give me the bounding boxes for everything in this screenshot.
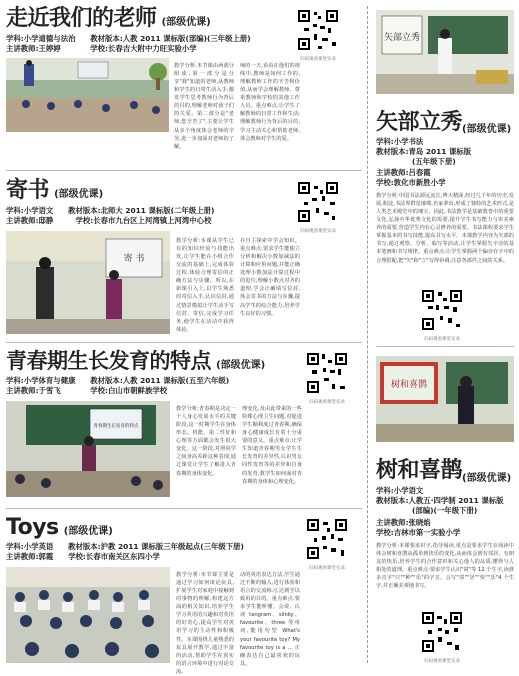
article-4-meta-1: 学科:小学英语 教材版本:沪教 2011 课标版三年级起点(三年级下册) [6,542,244,551]
article-3-text-col-2: 理变化,及由此带来的一些特殊心理卫生问题,对促进学生顺利度过青春期,确保身心健康成长有着十分重要的意义。重点难点:让学生知道青春期男女学生生长发育的差异性,认识男女同性发育等的差异和自身的发育,教学生如何面对青春期的身体和心理变化。 [242,406,302,485]
qr-code-icon [296,8,340,52]
article-4-text-col-1: 教学分析:本节课主要是通过学习如何谈论玩具,扩展学生对家庭中接触到的事物的理解,构建这方面的相关知识,培养学生学习英语的兴趣和对英语的好奇心,提高学生对英语学习的主动性和积极性。本课围绕儿童熟悉的玩具展开教学,通过丰富的活动,帮助学生在真实的语言环境中进行对话交流。 [176,572,234,675]
article-2-meta-2: 主讲教师:邸静 学校:长春市九台区上河湾镇上河湾中心校 [6,216,212,225]
article-3-tag: (部级优课) [216,360,266,371]
article-5-board-text: 矢部立秀 [383,33,421,43]
article-4-qr[interactable] [305,517,349,571]
article-6-meta-1: 学科:小学语文 [376,486,424,495]
article-3-meta-1: 学科:小学体育与健康 教材版本:人教 2011 课标版(五至六年级) [6,376,230,385]
article-5-qr-caption: 扫码观看课堂实录 [424,337,460,342]
article-5-meta-4: 主讲教师:吕春霞 [376,168,431,177]
article-5-tag: (部级优课) [462,124,512,135]
article-1-header [6,8,296,30]
article-3-board-text: 青春期生长发育的特点 [93,424,139,429]
article-1-qr-caption: 扫码观看课堂实录 [300,57,336,62]
article-2-header [6,180,103,202]
column-separator [367,6,368,663]
article-2-tag: (部级优课) [54,189,104,200]
article-2-board-text: 寄 书 [123,254,145,264]
qr-code-icon [305,517,349,561]
article-6-title: 树和喜鹊 [376,458,463,483]
classroom-photo-icon [6,567,170,663]
article-4-title: Toys [6,515,59,540]
article-2-photo [6,231,170,334]
article-4-photo [6,567,170,663]
article-2-qr-caption: 扫码观看课堂实录 [300,229,336,234]
classroom-photo-icon [376,356,514,442]
qr-code-icon [420,288,464,332]
divider [6,342,362,343]
article-2-text-col-2: 在自主探索中学会知识。重点难点:要求学生能独立分析和解决小数加减法的计算和应用问题,并能正确处理小数加法计算过程中的进位,理解小数点对齐的道理,学会正确填写信封,体会寄书的方法与步骤,提高学生的综合能力,培养学生良好的习惯。 [240,238,300,317]
article-3-meta-2: 主讲教师:于雪飞 学校:白山市朝鲜族学校 [6,386,168,395]
article-6-meta-4: 主讲教师:张晓焰 [376,518,431,527]
article-3-qr[interactable] [305,351,349,405]
article-5-photo [376,10,514,94]
classroom-photo-icon [376,10,514,94]
article-6-meta-5: 学校:吉林市第一实验小学 [376,528,461,537]
article-3-qr-caption: 扫码观看课堂实录 [309,400,345,405]
article-5-qr[interactable] [420,288,464,342]
article-6-photo [376,356,514,442]
classroom-photo-icon [6,231,170,334]
article-6-meta-3: (部编)(一年级下册) [412,506,478,515]
article-5-meta-2: 教材版本:青岛 2011 课标版 [376,147,472,156]
article-2-text-col-1: 教学分析:本课从学生已有的知识经验与技能出发,让学生能在小组合作交流的基础上,完成体验过程,体验合理寄信的正确方法与步骤。所以,在新课引入上,以学生熟悉的寄信入手,认识信封,通过情景模拟让学生动手写信封、寄信,完成学习任务,使学生在活动中获得体验。 [176,238,234,333]
divider [6,508,362,509]
article-6-qr-caption: 扫码观看课堂实录 [424,659,460,664]
divider [6,170,362,171]
article-2-qr[interactable] [296,180,340,234]
qr-code-icon [296,180,340,224]
article-1-text-col-2: 师的一天,看看在他们的视线中,教师是如何工作的,理解教师工作的辛苦和价值,从而学会理解教师、尊重教师和学校的其他工作人员。重点难点:让学生了解教师的日常工作和生活;理解教师行为背后的目的,学习主动关心和帮助老师,体会教师对学生的爱。 [240,63,300,142]
article-1-qr[interactable] [296,8,340,62]
article-3-header [6,351,265,372]
article-3-photo [6,401,170,497]
qr-code-icon [305,351,349,395]
article-1-photo [6,58,169,132]
article-1-meta-2: 主讲教师:王婷婷 学校:长春吉大附中力旺实验小学 [6,44,197,53]
article-6-tag: (部级优课) [462,473,512,484]
article-1-meta-1: 学科:小学道德与法治 教材版本:人教 2011 课标版(部编)(三年级上册) [6,34,251,43]
article-6-board-text: 树和喜鹊 [390,380,428,390]
article-5-text: 教学分析:中国书法源远流长,博大精深,经过几千年的历史,发展,积淀,书法界群星璀璨,名家辈出,形成了独特的艺术形式,是人类艺术殿堂中的瑰宝。因此,书法教学是基础教育中的重要文化,弘扬中华优秀文化的需要,提升学生书写能力与审美素养的需要,营造学生内在心灵修养的需要。书法课程要求学生掌握基本的书写技能,提高书写水平。本课教学内容为矢部的书写,通过观察、分析、临写等活动,让学生掌握矢字旁的基本笔画和书写规律。重点难点:让学生掌握两个偏旁在字中的合理搭配,把"矢"和"立"写得协调,注意各部件之间的关系。 [376,193,514,264]
article-5-meta-3: (五年级下册) [412,157,456,166]
article-1-tag: (部级优课) [161,17,211,28]
article-1-text-col-1: 教学分析:本节课由两部分组成,第一部分是分享"我"知道的老师,从教师和学生的日常生活入手,激发学生思考教师行为背后的目的,理解老师对孩子们的关爱。第二部分是"老师,您辛苦了",主要让学生从多个角度体会老师的辛劳,进一步加深对老师的了解。 [174,63,234,150]
article-6-text: 教学分析:本课要求识字,指导阅读,重点是要求学生在阅读中体会树和喜鹊从孤单到快乐的变化,从而体会到有邻居、有朋友的快乐,培养学生的合作意识和关心他人的品质,懂得与人相处的道理。重点难点:要求学生认识"窝"等 12 个生字,读准多音字"只""种""乐"的字音。会写"邻""居""快""乐"4 个生字,并正确美观地书写。 [376,543,514,590]
article-3-title: 青春期生长发育的特点 [6,349,211,373]
article-6-qr[interactable] [420,610,464,664]
article-4-header [6,517,113,539]
classroom-photo-icon [6,401,170,497]
article-4-text-col-2: 动的英语表达方法,学生通过不断的输入,进行体验和语言的交流练习,达到学以致用的目的。重点难点:要求学生能听懂、会说、认读 tangram、slinky、favourite、three 等单词,能用句型 What's your favourite toy? My favourite toy is a ... 正确表达自己最喜欢的玩具。 [240,572,300,667]
article-1-title: 走近我们的老师 [6,6,157,31]
article-5-title: 矢部立秀 [376,110,463,135]
article-4-tag: (部级优课) [63,526,113,537]
article-2-title: 寄书 [6,178,50,203]
divider [376,346,514,347]
classroom-photo-icon [6,58,169,132]
article-3-text-col-1: 教学分析:青春期是决定一个人身心发展水平的关键阶段,这一时期学生在身体形态、机能、第二性征和心理等方面都会发生很大变化。这一阶段,对照同学之间身高差距这种表现,通过课堂让学生了解进入青春期的身体变化。 [176,406,236,477]
qr-code-icon [420,610,464,654]
article-4-qr-caption: 扫码观看课堂实录 [309,566,345,571]
article-5-meta-1: 学科:小学书法 [376,137,424,146]
article-5-meta-5: 学校:敦化市新胜小学 [376,178,446,187]
article-2-meta-1: 学科:小学语文 教材版本:北师大 2011 课标版(二年级上册) [6,206,215,215]
article-6-meta-2: 教材版本:人教五·四学制 2011 课标版 [376,496,504,505]
article-4-meta-2: 主讲教师:郭霞 学校:长春市南关区东四小学 [6,552,160,561]
